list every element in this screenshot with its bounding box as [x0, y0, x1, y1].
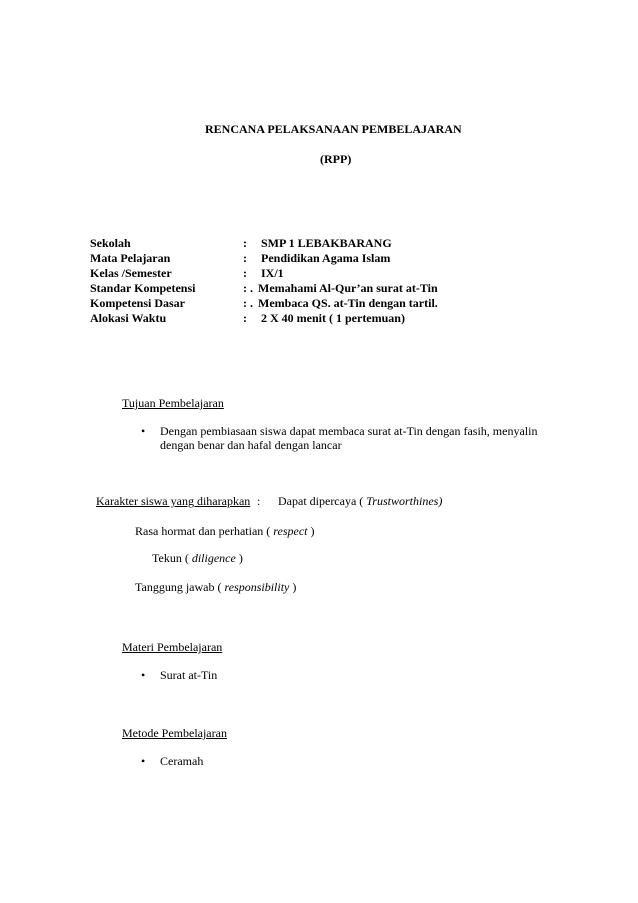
document-title: RENCANA PELAKSANAAN PEMBELAJARAN	[205, 122, 462, 136]
info-label-mata-pelajaran: Mata Pelajaran	[90, 251, 171, 265]
info-label-alokasi-waktu: Alokasi Waktu	[90, 311, 167, 325]
info-sep-kompetensi-dasar: : .	[243, 296, 253, 310]
karakter-item-em: respect	[273, 524, 308, 538]
karakter-item-text: Tekun (	[152, 551, 189, 565]
karakter-item-trustworthines	[278, 494, 442, 509]
karakter-item-respect	[135, 524, 315, 539]
karakter-colon: :	[257, 494, 261, 508]
tujuan-bullet-line2: dengan benar dan hafal dengan lancar	[160, 438, 342, 452]
info-label-kelas: Kelas /Semester	[90, 266, 172, 280]
info-value-kelas: IX/1	[261, 266, 284, 280]
karakter-item-text: Dapat dipercaya (	[278, 494, 364, 508]
karakter-item-tail: )	[310, 524, 315, 538]
karakter-item-em: Trustworthines)	[366, 494, 443, 508]
tujuan-heading: Tujuan Pembelajaran	[122, 396, 224, 410]
karakter-item-text: Tanggung jawab (	[135, 580, 222, 594]
karakter-item-em: diligence	[191, 551, 236, 565]
karakter-item-text: Rasa hormat dan perhatian (	[135, 524, 271, 538]
info-value-standar-kompetensi: Memahami Al-Qur’an surat at-Tin	[258, 281, 438, 295]
document-subtitle: (RPP)	[320, 152, 352, 166]
karakter-item-tail: )	[292, 580, 297, 594]
karakter-item-diligence	[152, 551, 243, 566]
tujuan-bullet-line1: Dengan pembiasaan siswa dapat membaca surat at-Tin dengan fasih, menyalin	[160, 424, 538, 438]
karakter-item-responsibility	[135, 580, 296, 595]
info-sep-standar-kompetensi: : .	[243, 281, 253, 295]
metode-bullet-icon: •	[141, 754, 146, 768]
info-sep-sekolah: :	[243, 236, 247, 250]
materi-bullet-icon: •	[141, 668, 146, 682]
info-sep-mata-pelajaran: :	[243, 251, 247, 265]
info-label-sekolah: Sekolah	[90, 236, 131, 250]
info-value-mata-pelajaran: Pendidikan Agama Islam	[261, 251, 391, 265]
materi-bullet-text: Surat at-Tin	[160, 668, 218, 682]
info-sep-kelas: :	[243, 266, 247, 280]
info-value-sekolah: SMP 1 LEBAKBARANG	[261, 236, 392, 250]
metode-heading: Metode Pembelajaran	[122, 726, 227, 740]
tujuan-bullet-icon: •	[141, 424, 146, 438]
karakter-heading: Karakter siswa yang diharapkan	[96, 494, 251, 508]
materi-heading: Materi Pembelajaran	[122, 640, 223, 654]
info-sep-alokasi-waktu: :	[243, 311, 247, 325]
karakter-item-em: responsibility	[224, 580, 290, 594]
info-label-kompetensi-dasar: Kompetensi Dasar	[90, 296, 185, 310]
info-value-kompetensi-dasar: Membaca QS. at-Tin dengan tartil.	[258, 296, 438, 310]
metode-bullet-text: Ceramah	[160, 754, 204, 768]
karakter-item-tail: )	[238, 551, 243, 565]
info-label-standar-kompetensi: Standar Kompetensi	[90, 281, 196, 295]
info-value-alokasi-waktu: 2 X 40 menit ( 1 pertemuan)	[261, 311, 405, 325]
